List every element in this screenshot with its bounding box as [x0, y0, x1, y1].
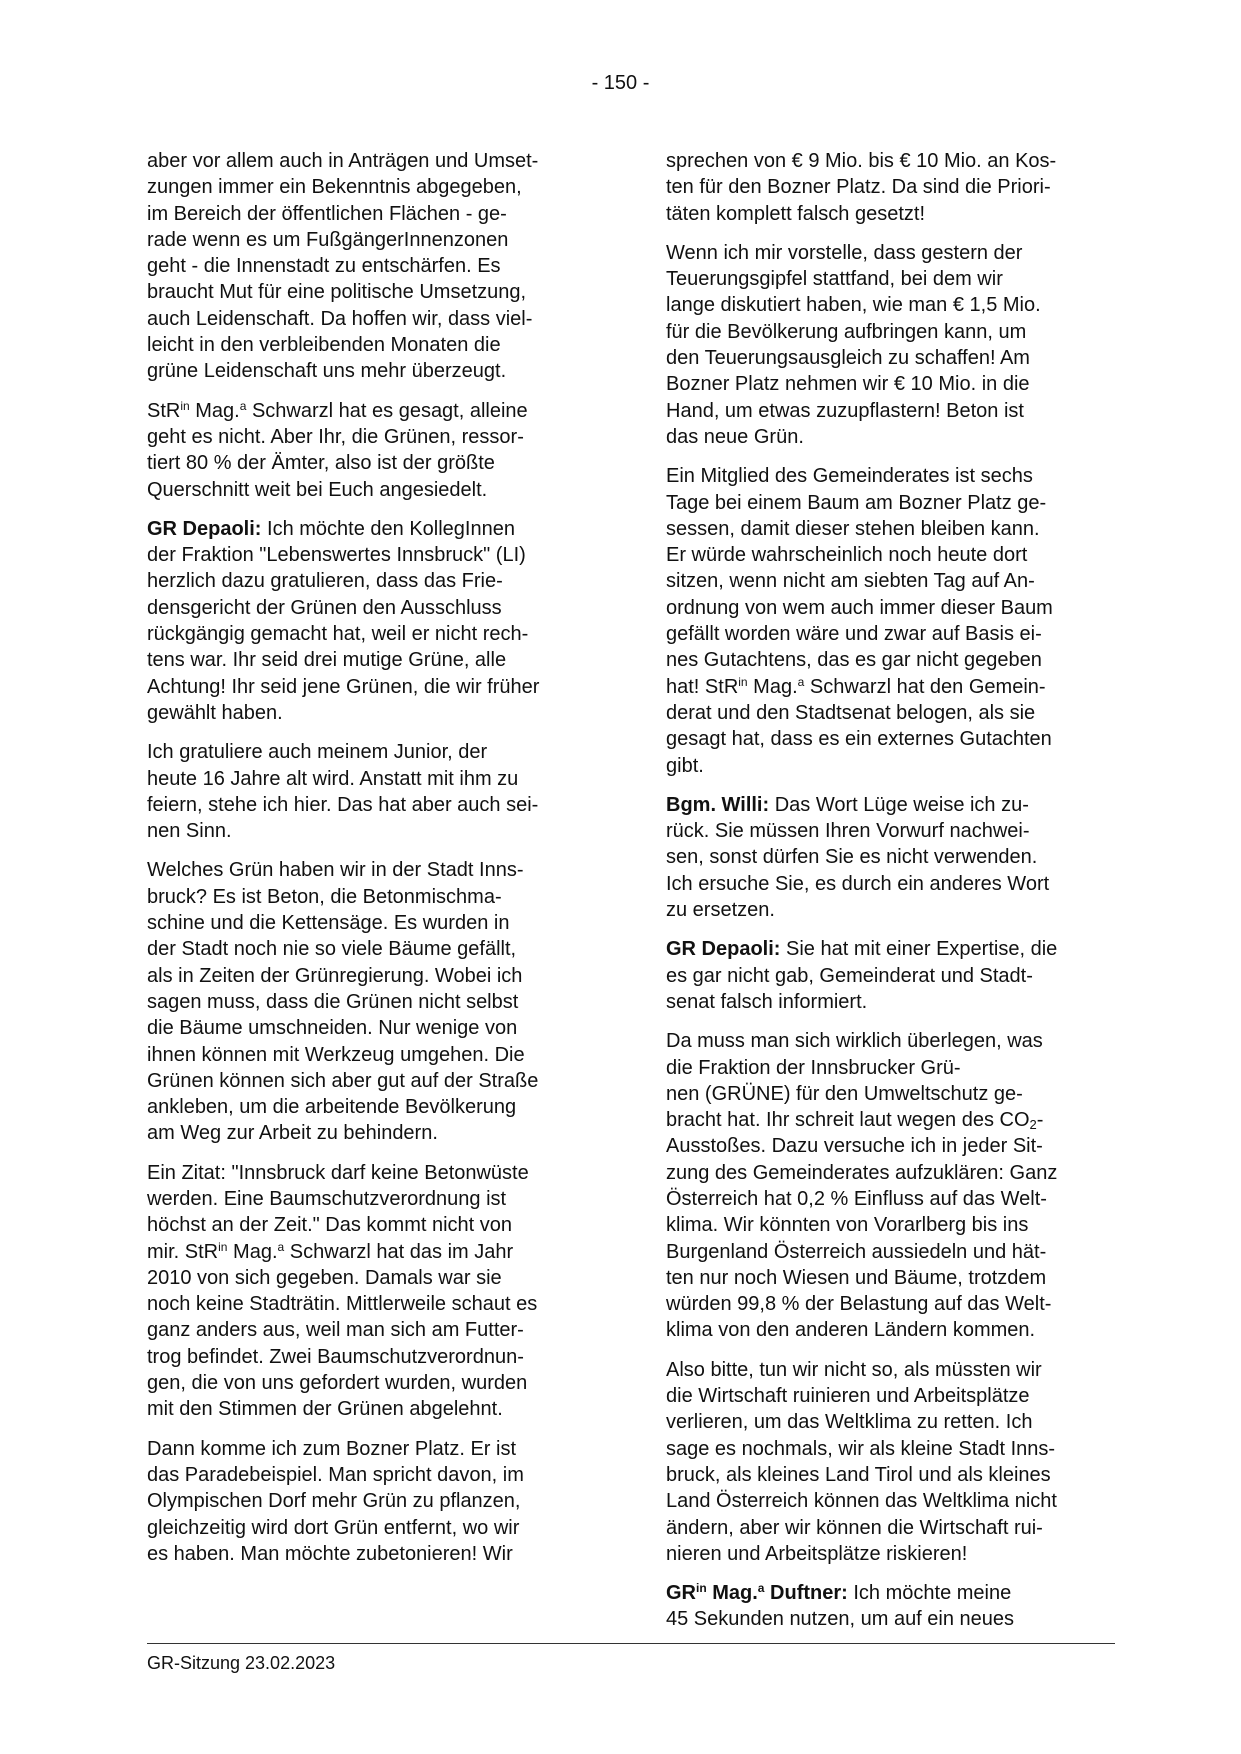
text-line: senat falsch informiert.	[666, 990, 868, 1013]
text-line: ankleben, um die arbeitende Bevölkerung	[147, 1096, 517, 1119]
text-line: zu ersetzen.	[666, 899, 775, 922]
text-line: Bozner Platz nehmen wir € 10 Mio. in die	[666, 373, 1030, 396]
text-line: auch Leidenschaft. Da hoffen wir, dass viel-	[147, 307, 533, 330]
text-line: Teuerungsgipfel stattfand, bei dem wir	[666, 268, 1003, 291]
text-line: sitzen, wenn nicht am siebten Tag auf An-	[666, 570, 1035, 593]
text-line: zung des Gemeinderates aufzuklären: Ganz	[666, 1161, 1058, 1184]
text-line: densgericht der Grünen den Ausschluss	[147, 596, 502, 619]
text-line: Also bitte, tun wir nicht so, als müssten wir	[666, 1358, 1042, 1381]
text-line: die Bäume umschneiden. Nur wenige von	[147, 1017, 518, 1040]
text-line: Dann komme ich zum Bozner Platz. Er ist	[147, 1437, 517, 1460]
text-line: als in Zeiten der Grünregierung. Wobei ich	[147, 964, 523, 987]
text-line: Achtung! Ihr seid jene Grünen, die wir früher	[147, 675, 540, 698]
text-line: tiert 80 % der Ämter, also ist der größte	[147, 452, 495, 475]
text-line: hat! StR$^{in}$ Mag.$^a$ Schwarzl hat den Gemein-	[666, 674, 1046, 698]
text-line: sessen, damit dieser stehen bleiben kann.	[666, 517, 1040, 540]
paragraph	[147, 398, 602, 503]
text-line: es gar nicht gab, Gemeinderat und Stadt-	[666, 964, 1033, 987]
text-line: Olympischen Dorf mehr Grün zu pflanzen,	[147, 1490, 521, 1513]
text-line: rückgängig gemacht hat, weil er nicht rech-	[147, 623, 529, 646]
text-line: ordnung von wem auch immer dieser Baum	[666, 596, 1053, 619]
paragraph	[147, 739, 602, 844]
text-line: gen, die von uns gefordert wurden, wurden	[147, 1372, 528, 1395]
paragraph	[147, 1436, 602, 1567]
text-line: leicht in den verbleibenden Monaten die	[147, 334, 501, 357]
text-line: rück. Sie müssen Ihren Vorwurf nachwei-	[666, 820, 1030, 843]
text-line: Ausstoßes. Dazu versuche ich in jeder Sit-	[666, 1135, 1043, 1158]
text-line: es haben. Man möchte zubetonieren! Wir	[147, 1542, 513, 1565]
footer-divider	[147, 1643, 1115, 1644]
text-line: sen, sonst dürfen Sie es nicht verwenden.	[666, 846, 1038, 869]
text-line: verlieren, um das Weltklima zu retten. Ich	[666, 1411, 1033, 1434]
text-line: bracht hat. Ihr schreit laut wegen des $CO_2-$	[666, 1109, 1044, 1133]
text-line: ändern, aber wir können die Wirtschaft rui-	[666, 1516, 1043, 1539]
text-line: Querschnitt weit bei Euch angesiedelt.	[147, 478, 488, 501]
text-line: rade wenn es um FußgängerInnenzonen	[147, 228, 509, 251]
text-line: $GR^{in}$ Mag.$^a$ Duftner: Ich möchte meine	[666, 1581, 1012, 1605]
text-line: StR$^{in}$ Mag.$^a$ Schwarzl hat es gesagt, alleine	[147, 398, 528, 422]
text-line: Ein Zitat: "Innsbruck darf keine Betonwüste	[147, 1161, 529, 1184]
text-line: das neue Grün.	[666, 425, 804, 448]
text-line: der Stadt noch nie so viele Bäume gefällt,	[147, 938, 517, 961]
text-line: ten für den Bozner Platz. Da sind die Priori-	[666, 176, 1051, 199]
paragraph	[666, 1028, 1121, 1344]
text-line: braucht Mut für eine politische Umsetzung,	[147, 281, 527, 304]
text-line: bruck, als kleines Land Tirol und als kleines	[666, 1463, 1051, 1486]
paragraph	[147, 857, 602, 1146]
text-line: heute 16 Jahre alt wird. Anstatt mit ihm zu	[147, 767, 519, 790]
text-line: nieren und Arbeitsplätze riskieren!	[666, 1542, 968, 1565]
text-line: bruck? Es ist Beton, die Betonmischma-	[147, 885, 502, 908]
text-line: Land Österreich können das Weltklima nicht	[666, 1490, 1057, 1513]
text-line: im Bereich der öffentlichen Flächen - ge-	[147, 202, 507, 225]
text-line: täten komplett falsch gesetzt!	[666, 202, 926, 225]
text-line: sprechen von € 9 Mio. bis € 10 Mio. an Kos-	[666, 150, 1057, 172]
text-line: die Fraktion der Innsbrucker Grü-	[666, 1056, 961, 1079]
text-line: Er würde wahrscheinlich noch heute dort	[666, 544, 1028, 567]
text-line: GR Depaoli: Sie hat mit einer Expertise, die	[666, 938, 1058, 961]
speaker-name: Bgm. Willi:	[666, 793, 770, 816]
right-column	[666, 148, 1121, 1646]
text-line: klima. Wir könnten von Vorarlberg bis ins	[666, 1214, 1029, 1237]
text-line: Ich ersuche Sie, es durch ein anderes Wort	[666, 872, 1050, 895]
text-line: Ich gratuliere auch meinem Junior, der	[147, 741, 488, 764]
text-line: Wenn ich mir vorstelle, dass gestern der	[666, 241, 1023, 264]
paragraph	[666, 792, 1121, 923]
page-number: - 150 -	[591, 72, 650, 94]
text-line: gleichzeitig wird dort Grün entfernt, wo wir	[147, 1516, 520, 1539]
text-line: herzlich dazu gratulieren, dass das Frie-	[147, 570, 503, 593]
text-line: ihnen können mit Werkzeug umgehen. Die	[147, 1043, 525, 1066]
paragraph	[666, 463, 1121, 779]
paragraph	[147, 516, 602, 726]
text-line: Grünen können sich aber gut auf der Straße	[147, 1069, 539, 1092]
text-line: zungen immer ein Bekenntnis abgegeben,	[147, 176, 522, 199]
text-line: gibt.	[666, 754, 704, 777]
left-column	[147, 148, 602, 1580]
text-line: klima von den anderen Ländern kommen.	[666, 1319, 1036, 1342]
text-line: trog befindet. Zwei Baumschutzverordnun-	[147, 1345, 524, 1368]
text-line: Welches Grün haben wir in der Stadt Inns-	[147, 859, 524, 882]
text-line: gefällt worden wäre und zwar auf Basis ei-	[666, 623, 1042, 646]
text-line: gewählt haben.	[147, 701, 283, 724]
speaker-name: GR Depaoli:	[147, 517, 262, 540]
paragraph	[666, 1580, 1121, 1633]
text-line: mit den Stimmen der Grünen abgelehnt.	[147, 1398, 503, 1421]
text-line: 45 Sekunden nutzen, um auf ein neues	[666, 1608, 1015, 1631]
text-line: die Wirtschaft ruinieren und Arbeitsplätze	[666, 1385, 1030, 1408]
text-line: werden. Eine Baumschutzverordnung ist	[147, 1187, 507, 1210]
text-line: Österreich hat 0,2 % Einfluss auf das Welt-	[666, 1187, 1047, 1210]
text-line: lange diskutiert haben, wie man € 1,5 Mio.	[666, 294, 1041, 317]
text-line: Da muss man sich wirklich überlegen, was	[666, 1030, 1043, 1053]
text-line: ten nur noch Wiesen und Bäume, trotzdem	[666, 1266, 1047, 1289]
text-line: nen (GRÜNE) für den Umweltschutz ge-	[666, 1082, 1023, 1105]
text-line: derat und den Stadtsenat belogen, als sie	[666, 701, 1036, 724]
text-line: nes Gutachtens, das es gar nicht gegeben	[666, 649, 1042, 672]
text-line: am Weg zur Arbeit zu behindern.	[147, 1122, 438, 1145]
text-line: Tage bei einem Baum am Bozner Platz ge-	[666, 491, 1047, 514]
text-line: schine und die Kettensäge. Es wurden in	[147, 912, 510, 935]
text-line: gesagt hat, dass es ein externes Gutachten	[666, 728, 1052, 751]
paragraph	[666, 148, 1121, 227]
text-line: würden 99,8 % der Belastung auf das Welt-	[666, 1293, 1052, 1316]
text-line: das Paradebeispiel. Man spricht davon, im	[147, 1463, 524, 1486]
speaker-name: $GR^{in}$ Mag.$^a$ Duftner:	[666, 1581, 848, 1605]
text-line: geht - die Innenstadt zu entschärfen. Es	[147, 255, 501, 278]
text-line: Bgm. Willi: Das Wort Lüge weise ich zu-	[666, 793, 1029, 816]
text-line: Ein Mitglied des Gemeinderates ist sechs	[666, 465, 1033, 488]
text-line: sagen muss, dass die Grünen nicht selbst	[147, 990, 519, 1013]
paragraph	[666, 936, 1121, 1015]
text-line: der Fraktion "Lebenswertes Innsbruck" (LI)	[147, 544, 526, 567]
footer-session-date: GR-Sitzung 23.02.2023	[147, 1653, 336, 1673]
text-line: GR Depaoli: Ich möchte den KollegInnen	[147, 517, 515, 540]
text-line: feiern, stehe ich hier. Das hat aber auch sei-	[147, 793, 539, 816]
paragraph	[666, 1357, 1121, 1567]
text-line: sage es nochmals, wir als kleine Stadt Inns-	[666, 1437, 1056, 1460]
text-line: höchst an der Zeit." Das kommt nicht von	[147, 1214, 513, 1237]
text-line: 2010 von sich gegeben. Damals war sie	[147, 1266, 502, 1289]
text-line: den Teuerungsausgleich zu schaffen! Am	[666, 347, 1030, 370]
text-line: nen Sinn.	[147, 820, 232, 843]
text-line: geht es nicht. Aber Ihr, die Grünen, ressor-	[147, 425, 524, 448]
text-line: Hand, um etwas zuzupflastern! Beton ist	[666, 399, 1024, 422]
text-line: Burgenland Österreich aussiedeln und hät-	[666, 1240, 1047, 1263]
paragraph	[147, 1160, 602, 1423]
text-line: grüne Leidenschaft uns mehr überzeugt.	[147, 360, 507, 383]
paragraph	[147, 148, 602, 385]
paragraph	[666, 240, 1121, 450]
text-line: ganz anders aus, weil man sich am Futter-	[147, 1319, 524, 1342]
speaker-name: GR Depaoli:	[666, 938, 781, 961]
text-line: für die Bevölkerung aufbringen kann, um	[666, 320, 1027, 343]
text-line: aber vor allem auch in Anträgen und Umset-	[147, 150, 539, 172]
text-line: noch keine Stadträtin. Mittlerweile schaut es	[147, 1293, 538, 1316]
text-line: mir. StR$^{in}$ Mag.$^a$ Schwarzl hat das im Jahr	[147, 1239, 514, 1263]
text-line: tens war. Ihr seid drei mutige Grüne, alle	[147, 649, 507, 672]
